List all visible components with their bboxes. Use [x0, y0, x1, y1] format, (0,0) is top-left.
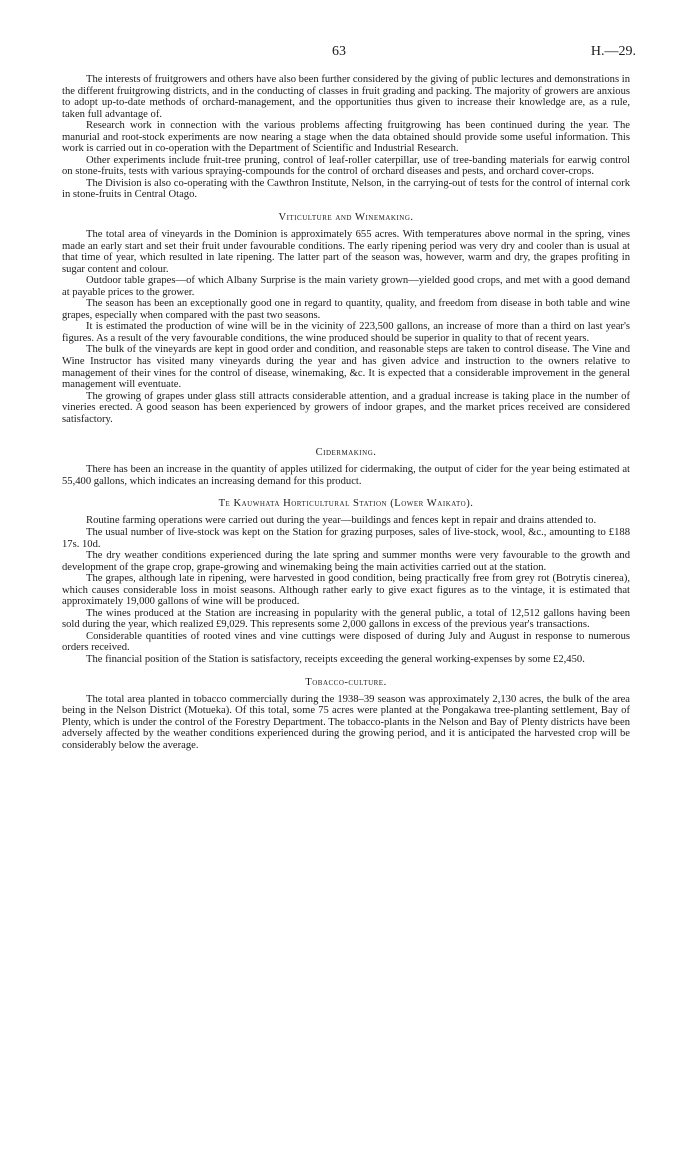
paragraph: The Division is also co-operating with the Cawthron Institute, Nelson, in the carrying-out of tests for the control of internal cork in stone-fruits in Central Otago. — [62, 177, 630, 201]
paragraph: The total area planted in tobacco commercially during the 1938–39 season was approximately 2,130 acres, the bulk of the area being in the Nelson District (Motueka). Of this total, some 75 acres were planted at the Pongakawa tree-planting settlement, Bay of Plenty, which is under the control of the Forestry Department. The tobacco-plants in the Nelson and Bay of Plenty districts have been adversely affected by the weather conditions experienced during the growing period, and it is anticipated the harvested crop will be considerably below the average. — [62, 693, 630, 751]
tobacco-section — [62, 677, 630, 752]
paragraph: The total area of vineyards in the Dominion is approximately 655 acres. With temperatures above normal in the spring, vines made an early start and set their fruit under favourable conditions. The early ripening period was very dry and cooler than is usual at that time of year, which resulted in late ripening. The latter part of the season was, however, warm and dry, the grapes profiting in sugar content and colour. — [62, 229, 630, 275]
paragraph: The usual number of live-stock was kept on the Station for grazing purposes, sales of live-stock, wool, &c., amounting to £188 17s. 10d. — [62, 526, 630, 550]
document-page — [62, 44, 636, 751]
paragraph: Research work in connection with the various problems affecting fruitgrowing has been continued during the year. The manurial and root-stock experiments are now nearing a stage when the data obtained should provide some useful information. This work is carried out in co-operation with the Department of Scientific and Industrial Research. — [62, 120, 630, 155]
paragraph: The dry weather conditions experienced during the late spring and summer months were very favourable to the growth and development of the grape crop, grape-growing and winemaking being the main activities carried out at the station. — [62, 550, 630, 573]
page-header — [62, 44, 636, 62]
paragraph: The growing of grapes under glass still attracts considerable attention, and a gradual increase is taking place in the number of vineries erected. A good season has been experienced by growers of indoor grapes, and the market prices received are considered satisfactory. — [62, 390, 630, 425]
section-heading: Viticulture and Winemaking. — [278, 212, 414, 224]
document-reference: H.—29. — [590, 44, 636, 59]
paragraph: The interests of fruitgrowers and others have also been further considered by the giving of public lectures and demonstrations in the different fruitgrowing districts, and in the conducting of classes in fruit grading and packing. The majority of growers are anxious to adopt up-to-date methods of orchard-management, and the opportunities thus given to increase their knowledge are, as a rule, taken full advantage of. — [62, 74, 630, 120]
paragraph: The financial position of the Station is satisfactory, receipts exceeding the general working-expenses by some £2,450. — [86, 653, 585, 665]
paragraph: Other experiments include fruit-tree pruning, control of leaf-roller caterpillar, use of tree-banding materials for earwig control on stone-fruits, tests with various spraying-compounds for the control of orchard diseases and pests, and orchard cover-crops. — [62, 154, 630, 178]
paragraph: The grapes, although late in ripening, were harvested in good condition, being practically free from grey rot (Botrytis cinerea), which causes considerable loss in moist seasons. Although rather early to give exact figures as to the vintage, it is estimated that approximately 19,000 gallons of wine will be produced. — [62, 573, 630, 608]
section-heading: Te Kauwhata Horticultural Station (Lower Waikato). — [218, 498, 474, 510]
te-kauwhata-section — [62, 498, 630, 665]
paragraph: Considerable quantities of rooted vines and vine cuttings were disposed of during July and August in response to numerous orders received. — [62, 630, 630, 654]
intro-section — [62, 74, 630, 201]
page-number: 63 — [332, 44, 346, 59]
paragraph: The bulk of the vineyards are kept in good order and condition, and reasonable steps are taken to control disease. The Vine and Wine Instructor has visited many vineyards during the year and has given advice and instruction to the owners relative to management of their vines for the control of disease, winemaking, &c. It is expected that a considerable improvement in the general management will eventuate. — [62, 344, 630, 391]
paragraph: It is estimated the production of wine will be in the vicinity of 223,500 gallons, an increase of more than a third on last year's figures. As a result of the very favourable conditions, the wine produced should be superior in quality to that of recent years. — [62, 321, 630, 344]
section-heading: Cidermaking. — [315, 447, 377, 459]
paragraph: Routine farming operations were carried out during the year—buildings and fences kept in repair and drains attended to. — [86, 515, 597, 527]
viticulture-section — [62, 212, 630, 425]
section-heading: Tobacco-culture. — [305, 676, 387, 688]
paragraph: The season has been an exceptionally good one in regard to quantity, quality, and freedom from disease in both table and wine grapes, especially when compared with the past two seasons. — [62, 298, 630, 321]
paragraph: There has been an increase in the quantity of apples utilized for cidermaking, the output of cider for the year being estimated at 55,400 gallons, which indicates an increasing demand for this product. — [62, 464, 630, 487]
paragraph: The wines produced at the Station are increasing in popularity with the general public, a total of 12,512 gallons having been sold during the year, which realized £9,029. This represents some 2,000 gallons in excess of the previous year's transactions. — [62, 607, 630, 631]
cidermaking-section — [62, 447, 630, 487]
paragraph: Outdoor table grapes—of which Albany Surprise is the main variety grown—yielded good crops, and met with a good demand at payable prices to the grower. — [62, 275, 630, 298]
